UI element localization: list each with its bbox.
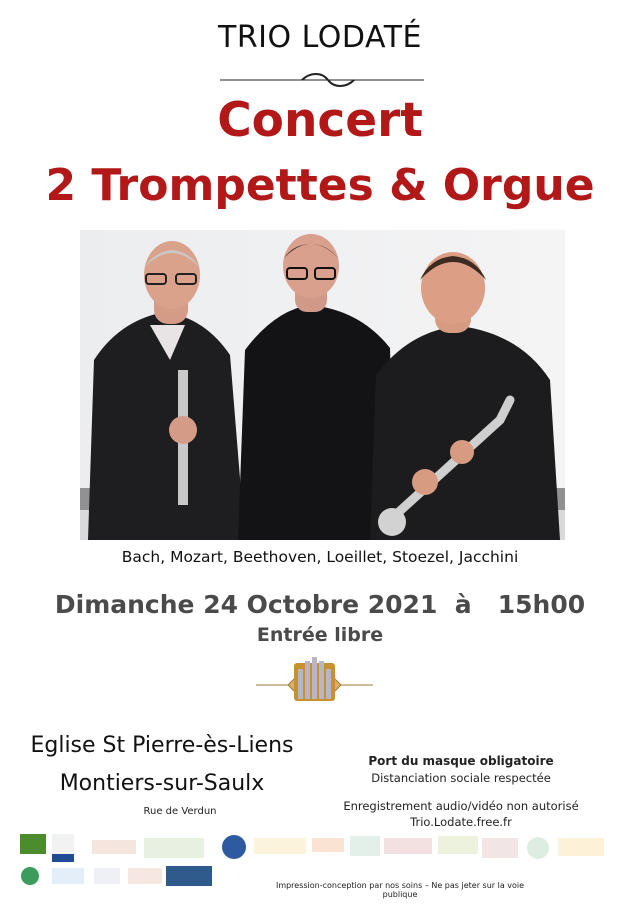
venue-town: Montiers-sur-Saulx <box>59 771 265 796</box>
concert-title: Concert <box>217 93 423 148</box>
distance-notice: Distanciation sociale respectée <box>371 771 551 785</box>
concert-subtitle: 2 Trompettes & Orgue <box>45 160 595 211</box>
row2-logos <box>21 866 212 886</box>
row1-logos <box>92 835 604 859</box>
venue-name: Eglise St Pierre-ès-Liens <box>30 733 294 758</box>
composers-list: Bach, Mozart, Beethoven, Loeillet, Stoezel, Jacchini <box>121 548 519 566</box>
notices-block <box>336 754 586 829</box>
footer-note: Impression-conception par nos soins – Ne pas jeter sur la voie publique <box>275 881 525 899</box>
entry-info: Entrée libre <box>256 624 384 646</box>
event-date: Dimanche 24 Octobre 2021 à 15h00 <box>54 590 586 619</box>
venue-street: Rue de Verdun <box>143 806 217 817</box>
trio-photo <box>80 230 565 540</box>
website-link[interactable]: Trio.Lodate.free.fr <box>410 815 512 829</box>
organ-trumpets-emblem <box>252 655 377 703</box>
mask-notice: Port du masque obligatoire <box>368 754 554 768</box>
band-name: TRIO LODATÉ <box>218 20 422 55</box>
recording-notice: Enregistrement audio/vidéo non autorisé <box>343 799 579 813</box>
ornamental-divider <box>220 70 424 90</box>
sponsor-logos <box>16 832 624 888</box>
meuse-logo <box>20 834 74 862</box>
